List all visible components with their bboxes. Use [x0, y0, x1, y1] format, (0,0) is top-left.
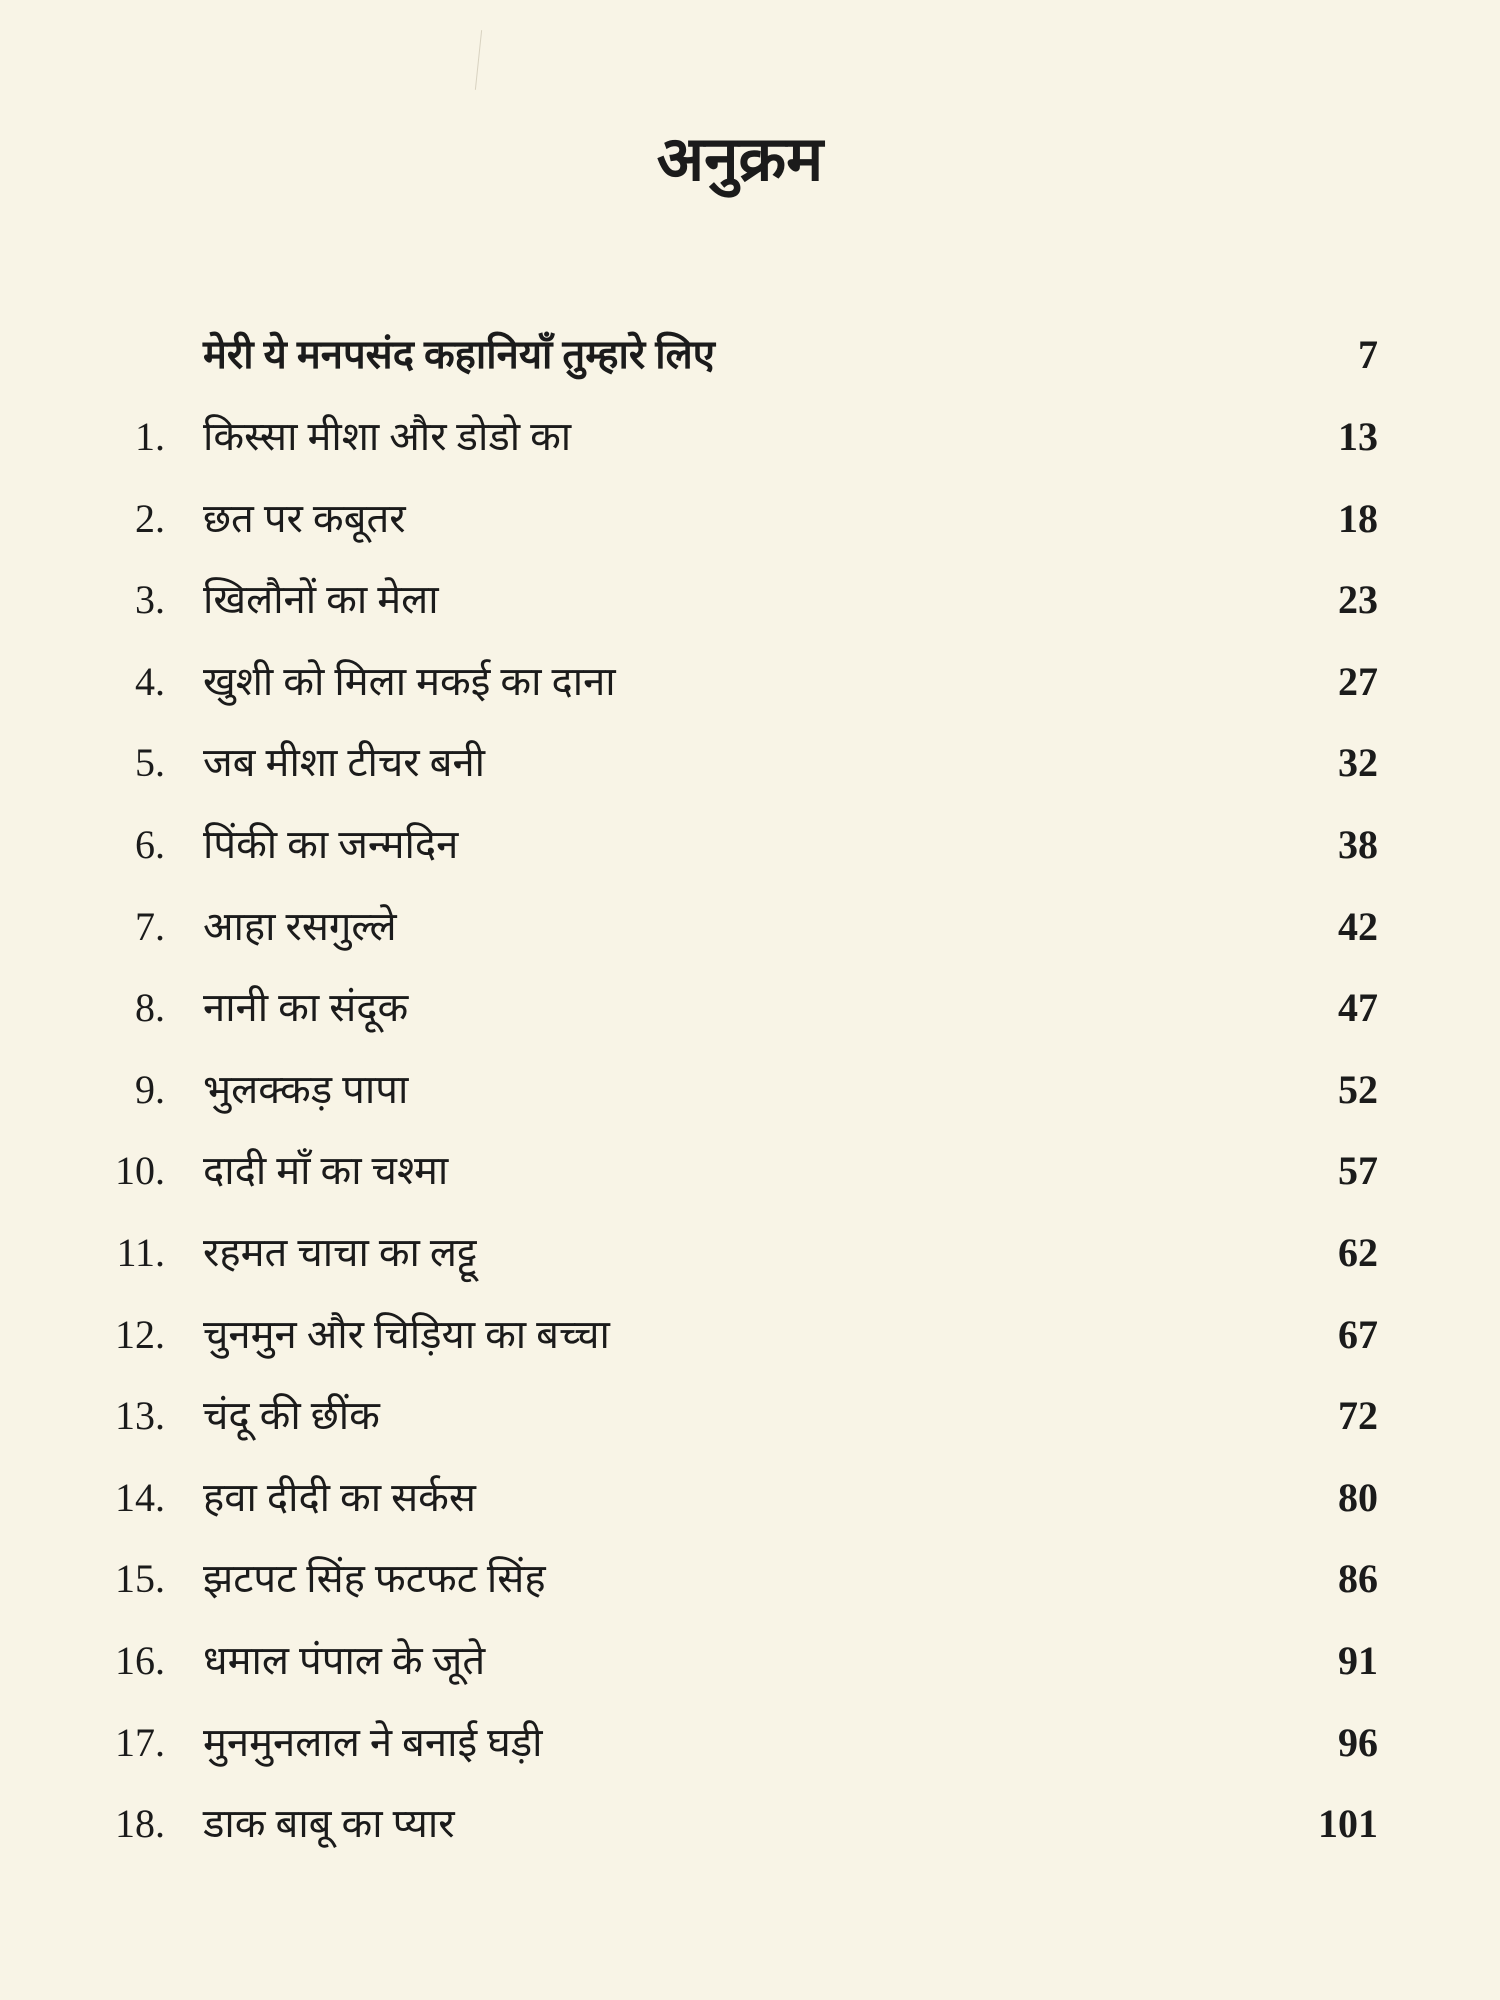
toc-entry-page: 96 [1338, 1719, 1378, 1765]
toc-entry-title: हवा दीदी का सर्कस [203, 1474, 476, 1520]
toc-entry-page: 80 [1338, 1474, 1378, 1520]
toc-entry-page: 91 [1338, 1638, 1378, 1683]
toc-entry-page: 86 [1338, 1556, 1378, 1602]
toc-entry-title: चुनमुन और चिड़िया का बच्चा [203, 1311, 610, 1357]
toc-entry-number: 5. [135, 740, 165, 786]
toc-entry[interactable] [0, 652, 1500, 712]
toc-intro-entry[interactable] [0, 325, 1500, 385]
toc-entry[interactable] [0, 1631, 1500, 1691]
toc-entry-number: 6. [135, 822, 165, 867]
toc-entry-title: दादी माँ का चश्मा [203, 1148, 449, 1194]
toc-entry[interactable] [0, 407, 1500, 467]
toc-entry[interactable] [0, 815, 1500, 875]
toc-entry-title: छत पर कबूतर [203, 495, 406, 541]
toc-entry-page: 13 [1338, 414, 1378, 459]
toc-entry[interactable] [0, 1713, 1500, 1773]
toc-entry[interactable] [0, 1223, 1500, 1283]
toc-entry-number: 2. [135, 495, 165, 541]
toc-entry-title: डाक बाबू का प्यार [203, 1801, 455, 1847]
toc-entry-page: 72 [1338, 1393, 1378, 1439]
toc-entry[interactable] [0, 1141, 1500, 1201]
toc-entry[interactable] [0, 1468, 1500, 1528]
toc-entry-number: 13. [115, 1393, 165, 1439]
toc-entry-number: 10. [115, 1148, 165, 1194]
toc-entry-title: पिंकी का जन्मदिन [203, 822, 459, 867]
toc-entry-title: झटपट सिंह फटफट सिंह [203, 1556, 546, 1602]
toc-entry-title: जब मीशा टीचर बनी [203, 740, 486, 786]
toc-entry-page: 101 [1318, 1801, 1378, 1847]
toc-entry-title: चंदू की छींक [203, 1393, 380, 1439]
toc-entry[interactable] [0, 1386, 1500, 1446]
toc-entry[interactable] [0, 1549, 1500, 1609]
toc-entry-page: 18 [1338, 495, 1378, 541]
toc-entry[interactable] [0, 1305, 1500, 1365]
toc-entry-title: नानी का संदूक [203, 985, 409, 1031]
toc-entry[interactable] [0, 733, 1500, 793]
toc-entry-page: 38 [1338, 822, 1378, 867]
toc-entry-page: 67 [1338, 1311, 1378, 1357]
toc-entry-title: आहा रसगुल्ले [203, 903, 397, 949]
toc-entry-page: 62 [1338, 1230, 1378, 1275]
toc-entry[interactable] [0, 570, 1500, 630]
toc-entry-number: 4. [135, 658, 165, 704]
toc-entry-page: 52 [1338, 1066, 1378, 1112]
toc-entry-title: किस्सा मीशा और डोडो का [203, 414, 572, 459]
toc-entry-title: भुलक्कड़ पापा [203, 1066, 409, 1112]
toc-entry-page: 27 [1338, 658, 1378, 704]
toc-entry-page: 57 [1338, 1148, 1378, 1194]
toc-entry-title: खुशी को मिला मकई का दाना [203, 658, 616, 704]
toc-entry-title: खिलौनों का मेला [203, 577, 439, 623]
toc-entry-number: 12. [115, 1311, 165, 1357]
page-title: अनुक्रम [656, 126, 824, 194]
toc-entry-title: रहमत चाचा का लट्टू [203, 1230, 477, 1275]
toc-entry-title: धमाल पंपाल के जूते [203, 1638, 486, 1683]
toc-entry-page: 7 [1358, 332, 1378, 377]
page-crease [475, 30, 482, 90]
toc-entry-number: 3. [135, 577, 165, 623]
toc-entry[interactable] [0, 978, 1500, 1038]
toc-entry-number: 15. [115, 1556, 165, 1602]
toc-entry-number: 1. [135, 414, 165, 459]
toc-entry-number: 8. [135, 985, 165, 1031]
toc-entry[interactable] [0, 1794, 1500, 1854]
toc-entry-title: मुनमुनलाल ने बनाई घड़ी [203, 1719, 543, 1765]
toc-entry-number: 18. [115, 1801, 165, 1847]
toc-entry[interactable] [0, 489, 1500, 549]
toc-entry-number: 17. [115, 1719, 165, 1765]
toc-entry-page: 32 [1338, 740, 1378, 786]
toc-entry-number: 14. [115, 1474, 165, 1520]
toc-entry-page: 23 [1338, 577, 1378, 623]
toc-entry-number: 11. [116, 1230, 165, 1275]
toc-entry[interactable] [0, 897, 1500, 957]
toc-entry-number: 16. [115, 1638, 165, 1683]
toc-entry[interactable] [0, 1060, 1500, 1120]
toc-entry-number: 9. [135, 1066, 165, 1112]
toc-entry-number: 7. [135, 903, 165, 949]
toc-entry-page: 42 [1338, 903, 1378, 949]
toc-entry-page: 47 [1338, 985, 1378, 1031]
toc-entry-title: मेरी ये मनपसंद कहानियाँ तुम्हारे लिए [203, 332, 715, 377]
